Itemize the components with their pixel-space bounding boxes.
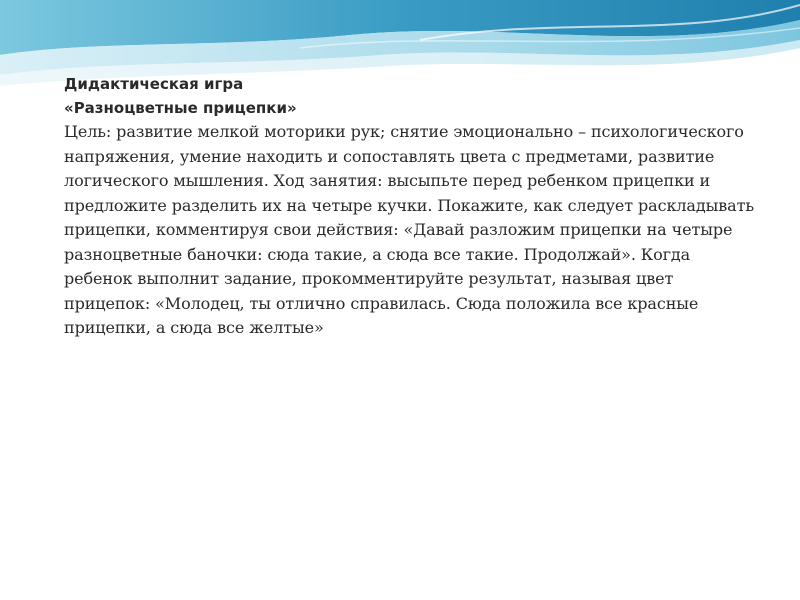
game-title: «Разноцветные прицепки» <box>64 99 297 117</box>
slide-content <box>64 72 754 341</box>
game-description: Цель: развитие мелкой моторики рук; снятие эмоционально – психологического напряжения, умение находить и сопоставлять цвета с предметами, развитие логического мышления. Ход занятия: высыпьте перед ребенком прицепки и предложите разделить их на четыре кучки. Покажите, как следует раскладывать прицепки, комментируя свои действия: «Давай разложим прицепки на четыре разноцветные баночки: сюда такие, а сюда все такие. Продолжай». Когда ребенок выполнит задание, прокомментируйте результат, называя цвет прицепок: «Молодец, ты отлично справилась. Сюда положила все красные прицепки, а сюда все желтые» <box>64 122 754 337</box>
game-type-heading: Дидактическая игра <box>64 75 244 93</box>
